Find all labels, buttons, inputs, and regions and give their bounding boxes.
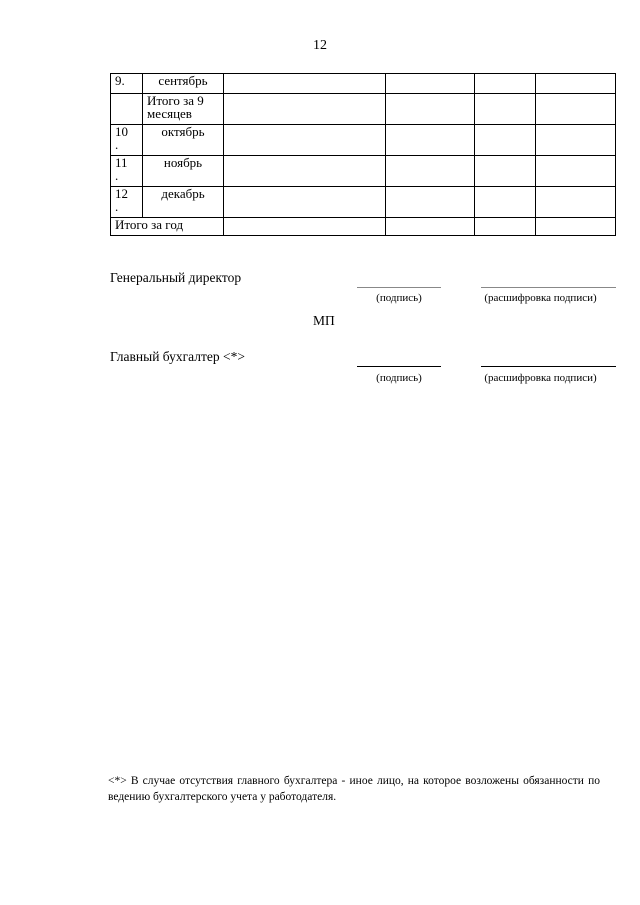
total-label: Итого за год — [111, 218, 224, 236]
table-cell — [475, 187, 536, 218]
accountant-signature-caption: (подпись) — [376, 372, 422, 384]
footnote: <*> В случае отсутствия главного бухгалтера - иное лицо, на которое возложены обязанности по ведению бухгалтерского учета у работодателя. — [108, 775, 600, 803]
accountant-signature-line — [357, 366, 441, 367]
table-cell — [224, 187, 386, 218]
table-cell — [536, 187, 616, 218]
table-row — [111, 125, 616, 156]
table-cell — [224, 125, 386, 156]
accountant-decode-caption: (расшифровка подписи) — [484, 372, 597, 384]
table-row — [111, 156, 616, 187]
table-cell — [386, 94, 475, 125]
row-month: декабрь — [143, 187, 224, 218]
table-cell — [386, 156, 475, 187]
row-number — [111, 187, 143, 218]
table-cell — [224, 74, 386, 94]
page-number: 12 — [313, 38, 327, 53]
table-cell — [224, 156, 386, 187]
accountant-label: Главный бухгалтер <*> — [110, 349, 246, 364]
table-row — [111, 74, 616, 94]
row-month-line: месяцев — [147, 106, 192, 121]
table-cell — [386, 218, 475, 236]
table-cell — [224, 218, 386, 236]
row-number-part: 11 — [115, 155, 128, 170]
row-month: ноябрь — [143, 156, 224, 187]
stamp-place: МП — [313, 313, 335, 328]
director-decode-caption: (расшифровка подписи) — [484, 292, 597, 304]
table-row-total — [111, 218, 616, 236]
row-number — [111, 94, 143, 125]
director-signature-caption: (подпись) — [376, 292, 422, 304]
row-number-part: . — [115, 168, 119, 183]
table-row — [111, 94, 616, 125]
row-number — [111, 156, 143, 187]
table-cell — [475, 156, 536, 187]
table-cell — [475, 125, 536, 156]
director-signature-line — [357, 287, 441, 288]
table-cell — [224, 94, 386, 125]
row-number-part: . — [115, 137, 119, 152]
accountant-decode-line — [481, 366, 616, 367]
row-number-part: . — [115, 199, 119, 214]
table-row — [111, 187, 616, 218]
table-cell — [386, 74, 475, 94]
table-cell — [536, 156, 616, 187]
row-month: октябрь — [143, 125, 224, 156]
table-cell — [536, 74, 616, 94]
row-number-part: 10 — [115, 124, 128, 139]
table-cell — [536, 94, 616, 125]
director-label: Генеральный директор — [110, 270, 242, 285]
row-number — [111, 125, 143, 156]
table-cell — [475, 218, 536, 236]
row-month: сентябрь — [143, 74, 224, 94]
table-cell — [386, 187, 475, 218]
table-cell — [475, 74, 536, 94]
director-decode-line — [481, 287, 616, 288]
table-cell — [536, 218, 616, 236]
row-month-line: Итого за 9 — [147, 93, 204, 108]
monthly-table — [110, 73, 616, 236]
row-number-part: 12 — [115, 186, 128, 201]
table-cell — [386, 125, 475, 156]
table-cell — [536, 125, 616, 156]
row-number: 9. — [111, 74, 143, 94]
row-month — [143, 94, 224, 125]
table-cell — [475, 94, 536, 125]
